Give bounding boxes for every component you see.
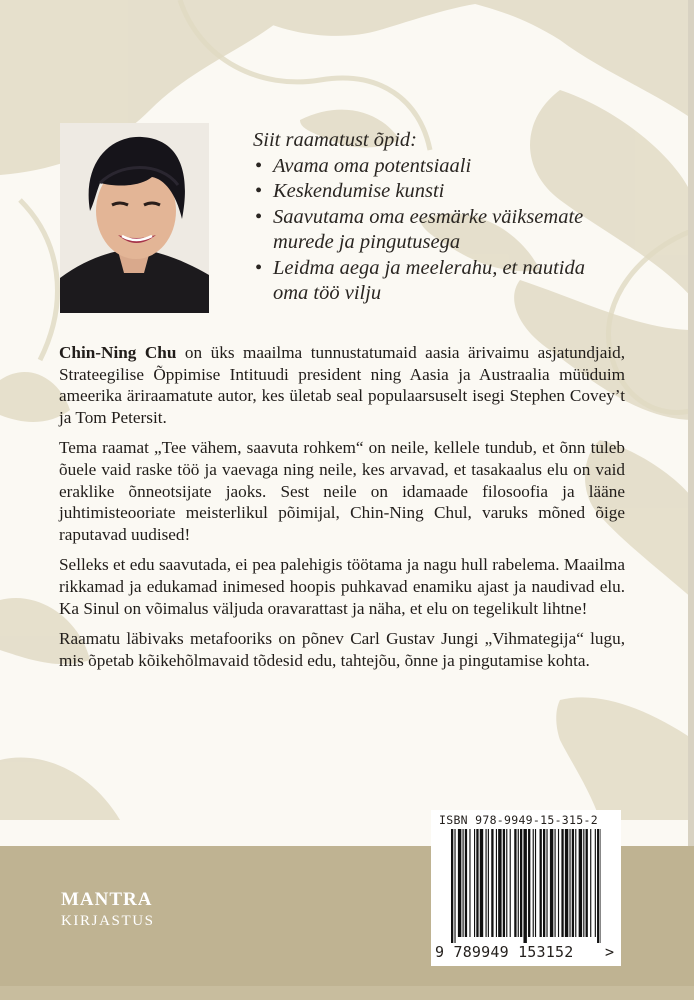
barcode-arrow: > [605, 943, 615, 961]
description-paragraph-1 [59, 342, 625, 428]
barcode-bar [543, 829, 545, 937]
barcode-bar [579, 829, 582, 937]
barcode-bar [474, 829, 475, 937]
barcode-bar [565, 829, 568, 937]
barcode-bar [496, 829, 497, 937]
description-paragraph-3: Selleks et edu saavutada, ei pea palehigis töötama ja nagu hull rabelema. Maailma rikkamad ja edukamad inimesed hoopis puhkavad enamiku ajast ja naudivad elu. Ka Sinul on võimalus väljuda oravarattast ja näha, et elu on tegelikult lihtne! [59, 555, 625, 618]
learning-list [253, 154, 613, 307]
barcode-bar [561, 829, 563, 937]
barcode-bar [486, 829, 487, 937]
author-photo [60, 123, 209, 313]
barcode-bar [572, 829, 574, 937]
barcode-bar [583, 829, 584, 937]
barcode-bar [518, 829, 519, 937]
author-bio: on üks maailma tunnustatumaid aasia ärivaimu asjatundjaid, Strateegilise Õppimise Intituudi president ning Aasia ja Austraalia müüduim ameerika äriraamatute autor, kes ületab seal populaarsuselt isegi Stephen Covey’t ja Tom Petersit. [59, 343, 625, 427]
barcode-bar [465, 829, 467, 937]
barcode-bar [510, 829, 511, 937]
barcode-bar [540, 829, 542, 937]
barcode-bar [454, 829, 455, 943]
barcode-bar [491, 829, 493, 937]
barcode-bar [480, 829, 483, 937]
barcode-bar [586, 829, 588, 937]
barcode-bar [569, 829, 570, 937]
barcode-bar [558, 829, 559, 937]
learning-points [253, 128, 613, 307]
publisher-logo [61, 889, 155, 931]
author-name: Chin-Ning Chu [59, 343, 177, 362]
barcode-bar [520, 829, 522, 937]
barcode-bar [503, 829, 505, 937]
barcode-bar [506, 829, 507, 937]
learning-title: Siit raamatust õpid: [253, 129, 418, 151]
barcode-bar [535, 829, 536, 937]
barcode-bar [498, 829, 501, 937]
barcode-bar [555, 829, 556, 937]
barcode-bar [575, 829, 576, 937]
barcode-digits: 9 789949 153152 [435, 943, 574, 961]
barcode-bar [546, 829, 547, 937]
barcode-bar [523, 829, 526, 943]
publisher-name: MANTRA [61, 889, 153, 910]
book-description [59, 342, 625, 680]
barcode-bar [533, 829, 534, 937]
barcode-bars [451, 829, 601, 943]
description-paragraph-2: Tema raamat „Tee vähem, saavuta rohkem“ on neile, kellele tundub, et õnn tuleb õuele vaid raske töö ja vaevaga ning neile, kes arvavad, et tasakaalus elu on vaid eraklike õnneotsijate jaoks. Sest neile on idamaade filosoofia ja lääne juhtimisteooriate meisterlikul põimijal, Chin-Ning Chul, varuks mõned õige raputavad uudised! [59, 438, 625, 544]
barcode-bar [476, 829, 478, 937]
barcode-bar [463, 829, 464, 937]
barcode-bar [595, 829, 596, 937]
publisher-subtitle: KIRJASTUS [61, 913, 155, 929]
barcode-bar [601, 829, 602, 943]
learning-item: • Leidma aega ja meelerahu, et nautida oma töö vilju [253, 256, 613, 307]
learning-item: • Avama oma potentsiaali [253, 154, 613, 180]
barcode-bar [514, 829, 516, 937]
isbn-label: ISBN 978-9949-15-315-2 [439, 813, 598, 827]
barcode-bar [597, 829, 599, 943]
learning-item: • Keskendumise kunsti [253, 179, 613, 205]
barcode-bar [469, 829, 470, 937]
barcode-bar [590, 829, 591, 937]
barcode-bar [451, 829, 453, 943]
barcode-bar [528, 829, 530, 937]
barcode-bar [550, 829, 553, 937]
barcode-panel [431, 810, 621, 966]
barcode-bar [458, 829, 461, 937]
barcode-bar [488, 829, 489, 937]
learning-item: • Saavutama oma eesmärke väiksemate murede ja pingutusega [253, 205, 613, 256]
description-paragraph-4: Raamatu läbivaks metafooriks on põnev Carl Gustav Jungi „Vihmategija“ lugu, mis õpetab kõikehõlmavaid tõdesid edu, tahtejõu, õnne ja pingutamise kohta. [59, 629, 625, 670]
